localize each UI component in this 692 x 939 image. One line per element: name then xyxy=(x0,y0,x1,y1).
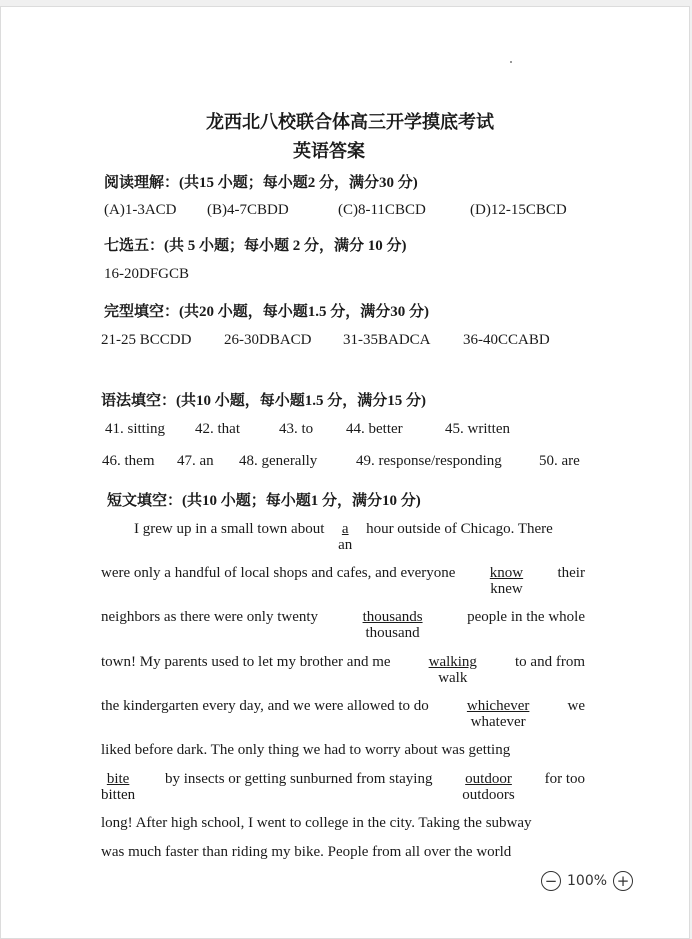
grammar-answer-46: 46. them xyxy=(102,453,155,469)
grammar-answer-44: 44. better xyxy=(346,421,403,437)
cloze-heading: 完型填空：(共20 小题，每小题1.5 分，满分30 分) xyxy=(104,304,429,320)
original-word: a xyxy=(341,521,349,537)
grammar-answer-42: 42. that xyxy=(195,421,240,437)
passage-line-8 xyxy=(101,815,585,832)
passage-line-3 xyxy=(101,609,585,641)
passage-line-2 xyxy=(101,565,585,597)
passage-text: was much faster than riding my bike. People from all over the world xyxy=(101,844,512,860)
grammar-answer-48: 48. generally xyxy=(239,453,318,469)
plus-circle-icon: + xyxy=(616,871,630,890)
grammar-answer-43: 43. to xyxy=(279,421,314,437)
reading-answer-b: (B)4-7CBDD xyxy=(207,202,289,218)
corrected-word: whatever xyxy=(470,714,526,730)
grammar-answer-50: 50. are xyxy=(539,453,580,469)
document-page xyxy=(0,6,690,939)
passage-text: liked before dark. The only thing we had to worry about was getting xyxy=(101,742,511,758)
correction-heading: 短文填空：(共10 小题；每小题1 分，满分10 分) xyxy=(107,493,421,509)
original-word: walking xyxy=(428,654,477,670)
original-word: thousands xyxy=(362,609,423,625)
page-speck xyxy=(510,61,512,63)
reading-answer-d: (D)12-15CBCD xyxy=(470,202,567,218)
grammar-heading: 语法填空：(共10 小题，每小题1.5 分，满分15 分) xyxy=(101,393,426,409)
corrected-word: outdoors xyxy=(462,787,515,803)
passage-text: for too xyxy=(544,771,585,787)
cloze-answer-1: 21-25 BCCDD xyxy=(101,332,192,348)
grammar-answer-49: 49. response/responding xyxy=(356,453,502,469)
original-word: bite xyxy=(106,771,130,787)
seven-heading: 七选五：(共 5 小题；每小题 2 分，满分 10 分) xyxy=(104,238,407,254)
reading-heading: 阅读理解：(共15 小题；每小题2 分，满分30 分) xyxy=(104,175,418,191)
corrected-word: thousand xyxy=(365,625,420,641)
correction-pair-6 xyxy=(101,771,135,803)
passage-line-6 xyxy=(101,742,585,759)
cloze-answer-2: 26-30DBACD xyxy=(224,332,312,348)
passage-text: to and from xyxy=(515,654,585,670)
correction-pair-7 xyxy=(462,771,515,803)
corrected-word: knew xyxy=(490,581,523,597)
passage-text: by insects or getting sunburned from staying xyxy=(164,771,433,787)
corrected-word: bitten xyxy=(101,787,136,803)
correction-pair-4 xyxy=(429,654,477,686)
passage-line-4 xyxy=(101,654,585,686)
passage-line-9 xyxy=(101,844,585,861)
document-title: 龙西北八校联合体高三开学摸底考试 xyxy=(206,112,494,132)
zoom-control xyxy=(541,868,633,894)
passage-text: hour outside of Chicago. There xyxy=(366,521,553,537)
zoom-out-button[interactable] xyxy=(541,871,561,891)
passage-line-7 xyxy=(101,771,585,803)
passage-text: we xyxy=(567,698,585,714)
original-word: outdoor xyxy=(465,771,512,787)
passage-text: were only a handful of local shops and cafes, and everyone xyxy=(101,565,456,581)
cloze-answer-3: 31-35BADCA xyxy=(343,332,431,348)
original-word: know xyxy=(489,565,524,581)
zoom-level: 100% xyxy=(567,873,608,889)
seven-answer: 16-20DFGCB xyxy=(104,266,190,282)
passage-text: neighbors as there were only twenty xyxy=(101,609,319,625)
passage-text: long! After high school, I went to college in the city. Taking the subway xyxy=(101,815,532,831)
original-word: whichever xyxy=(466,698,530,714)
grammar-answer-45: 45. written xyxy=(445,421,510,437)
grammar-answer-47: 47. an xyxy=(177,453,214,469)
document-subtitle: 英语答案 xyxy=(293,141,365,161)
cloze-answer-4: 36-40CCABD xyxy=(463,332,550,348)
correction-pair-1 xyxy=(338,521,352,553)
correction-pair-2 xyxy=(490,565,523,597)
passage-text: people in the whole xyxy=(467,609,585,625)
grammar-answer-41: 41. sitting xyxy=(105,421,166,437)
passage-text: the kindergarten every day, and we were allowed to do xyxy=(101,698,429,714)
corrected-word: walk xyxy=(438,670,468,686)
passage-text: their xyxy=(557,565,585,581)
passage-text: town! My parents used to let my brother and me xyxy=(101,654,391,670)
correction-pair-3 xyxy=(363,609,423,641)
zoom-in-button[interactable] xyxy=(613,871,633,891)
passage-text: I grew up in a small town about xyxy=(134,521,325,537)
correction-pair-5 xyxy=(467,698,529,730)
corrected-word: an xyxy=(338,537,353,553)
reading-answer-a: (A)1-3ACD xyxy=(104,202,177,218)
passage-line-1 xyxy=(134,521,553,553)
minus-circle-icon: − xyxy=(544,871,558,890)
passage-line-5 xyxy=(101,698,585,730)
reading-answer-c: (C)8-11CBCD xyxy=(338,202,426,218)
